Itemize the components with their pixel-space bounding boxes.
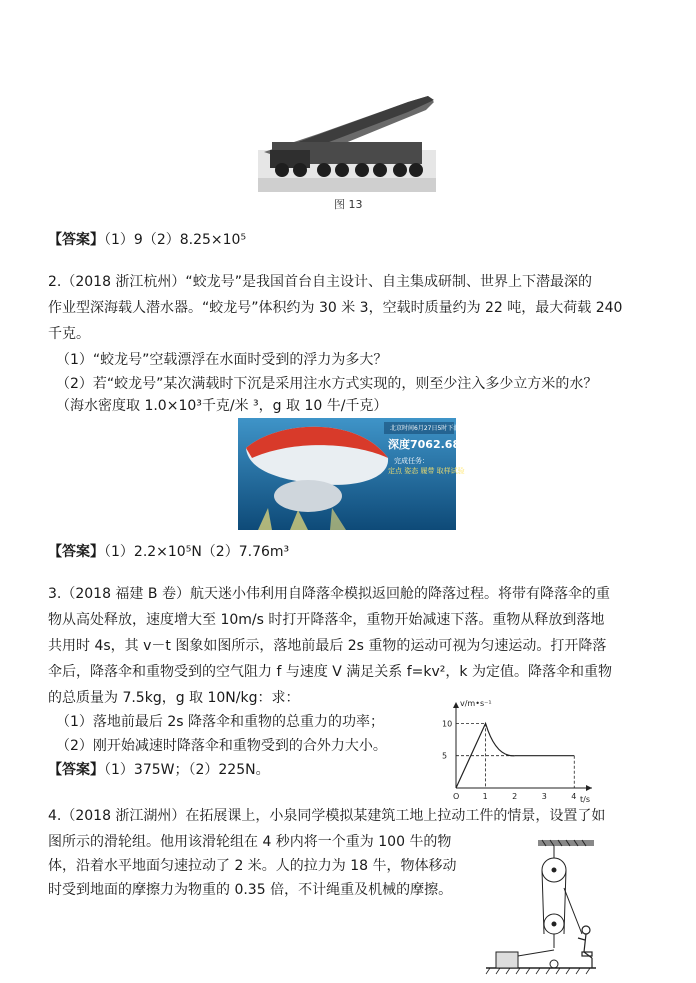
x-axis-label: t/s xyxy=(580,795,590,804)
answer-1 xyxy=(48,230,246,250)
q4-line-3: 体，沿着水平地面匀速拉动了 2 米。人的拉力为 18 牛，物体移动 xyxy=(48,858,457,874)
x-tick-label: 3 xyxy=(541,792,547,801)
q2-line-1: 2.（2018 浙江杭州）“蛟龙号”是我国首台自主设计、自主集成研制、世界上下潜最深的 xyxy=(48,274,592,290)
x-tick-label: 1 xyxy=(482,792,488,801)
answer-3 xyxy=(48,760,270,780)
q2-sub-1: （1）“蛟龙号”空载漂浮在水面时受到的浮力为多大？ xyxy=(56,352,388,368)
q2-note: （海水密度取 1.0×10³千克/米 ³，g 取 10 牛/千克） xyxy=(56,398,388,414)
q3-sub-1: （1）落地前最后 2s 降落伞和重物的总重力的功率； xyxy=(56,714,385,730)
x-axis-arrow xyxy=(586,785,592,791)
figure-caption: 图 13 xyxy=(334,198,363,211)
answer-text: （1）2.2×10⁵N（2）7.76m³ xyxy=(104,544,290,560)
answer-label: 【答案】 xyxy=(48,544,104,560)
y-tick-label: 5 xyxy=(442,751,448,761)
submersible-task-title: 完成任务： xyxy=(394,457,429,465)
missile-launcher-photo xyxy=(258,80,436,192)
answer-label: 【答案】 xyxy=(48,762,104,778)
answer-2 xyxy=(48,542,289,562)
x-tick-label: O xyxy=(453,792,460,801)
y-axis-label: v/m•s⁻¹ xyxy=(460,699,492,708)
submersible-header: 北京时间6月27日5时下潜 xyxy=(390,425,460,432)
person-figure xyxy=(578,926,592,968)
q3-line-1: 3.（2018 福建 B 卷）航天迷小伟利用自降落伞模拟返回舱的降落过程。将带有降落伞的重 xyxy=(48,586,610,602)
answer-label: 【答案】 xyxy=(48,232,104,248)
q2-line-2: 作业型深海载人潜水器。“蛟龙号”体积约为 30 米 3，空载时质量约为 22 吨，最大荷载 240 xyxy=(48,300,623,316)
x-tick-label: 4 xyxy=(571,792,577,801)
answer-text: （1）9（2）8.25×10⁵ xyxy=(104,232,247,248)
workpiece-block xyxy=(496,952,518,968)
ground-pulley xyxy=(550,960,558,968)
x-tick-label: 2 xyxy=(512,792,518,801)
answer-text: （1）375W；（2）225N。 xyxy=(104,762,270,778)
submersible-depth: 深度7062.68米 xyxy=(388,438,472,451)
q4-line-4: 时受到地面的摩擦力为物重的 0.35 倍，不计绳重及机械的摩擦。 xyxy=(48,882,453,898)
q2-line-3: 千克。 xyxy=(48,326,90,342)
q4-line-2: 图所示的滑轮组。他用该滑轮组在 4 秒内将一个重为 100 牛的物 xyxy=(48,834,452,850)
q3-line-3: 共用时 4s，其 v－t 图象如图所示，落地前最后 2s 重物的运动可视为匀速运动。打开降落 xyxy=(48,638,607,654)
q3-sub-2: （2）刚开始减速时降落伞和重物受到的合外力大小。 xyxy=(56,738,387,754)
y-tick-label: 10 xyxy=(442,719,453,729)
q4-line-1: 4.（2018 浙江湖州）在拓展课上，小泉同学模拟某建筑工地上拉动工件的情景，设置了如 xyxy=(48,808,606,824)
q3-line-5: 的总质量为 7.5kg，g 取 10N/kg：求： xyxy=(48,690,300,706)
missile-launcher-illustration xyxy=(258,80,436,192)
q2-sub-2: （2）若“蛟龙号”某次满载时下沉是采用注水方式实现的，则至少注入多少立方米的水？ xyxy=(56,376,598,392)
velocity-time-chart xyxy=(430,696,600,806)
submersible-task-text: 定点 姿态 履带 取样试验 xyxy=(388,467,465,475)
pulley-diagram xyxy=(486,838,606,976)
submersible-photo xyxy=(238,418,472,530)
y-axis-arrow xyxy=(453,702,459,708)
q3-line-4: 伞后，降落伞和重物受到的空气阻力 f 与速度 V 满足关系 f=kv²，k 为定值。降落伞和重物 xyxy=(48,664,612,680)
q3-line-2: 物从高处释放，速度增大至 10m/s 时打开降落伞，重物开始减速下落。重物从释放到落地 xyxy=(48,612,605,628)
